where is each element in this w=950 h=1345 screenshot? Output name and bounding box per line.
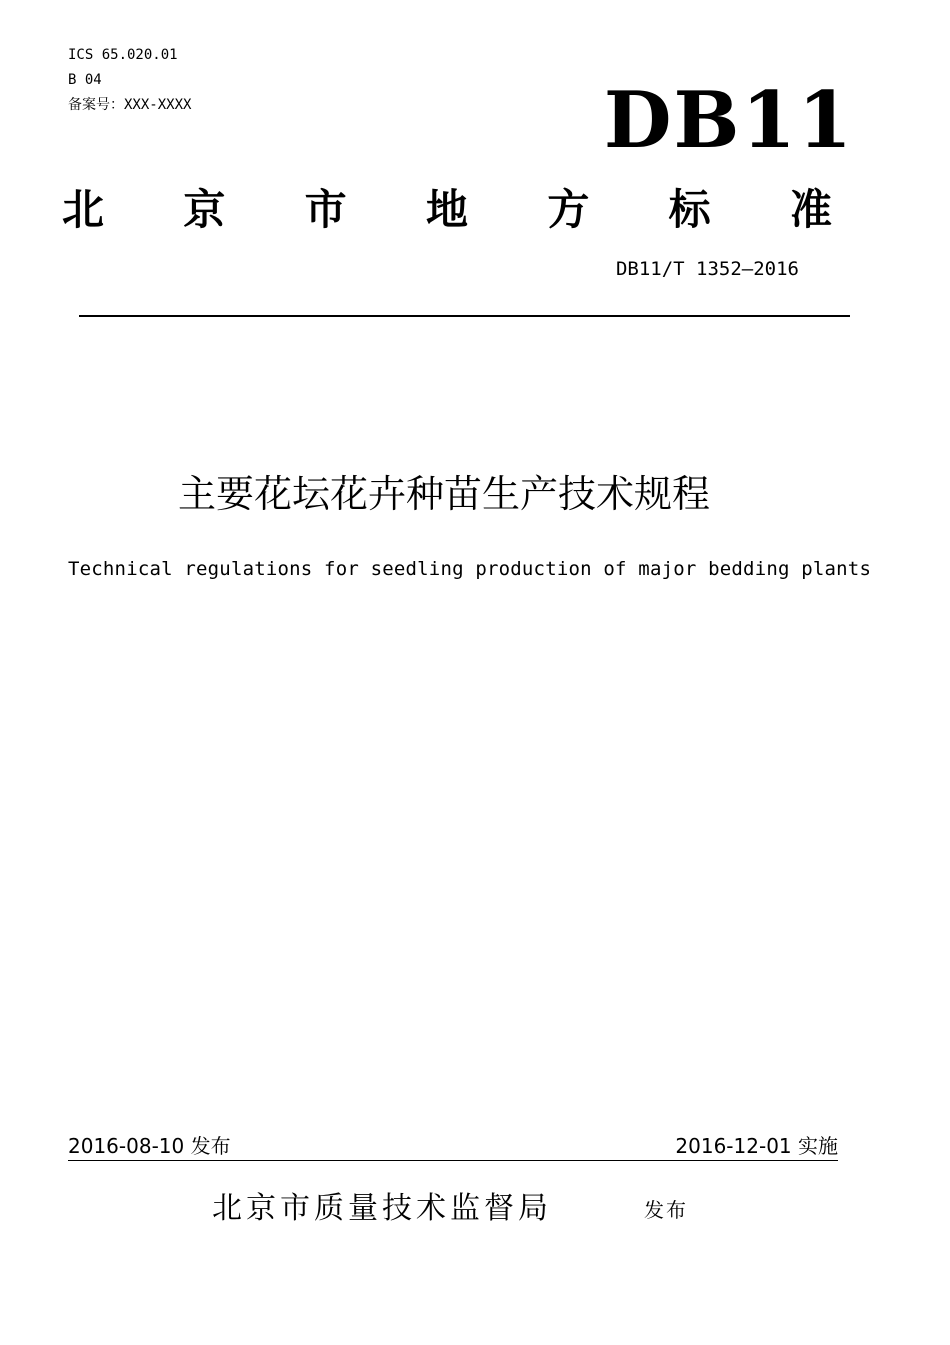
standard-number: DB11/T 1352—2016	[615, 258, 799, 280]
standard-type-char: 市	[304, 185, 347, 234]
issuing-authority: 北京市质量技术监督局	[212, 1191, 552, 1226]
publish-label: 发布	[644, 1198, 688, 1222]
bottom-divider	[68, 1160, 838, 1161]
classification-code: B 04	[68, 72, 102, 88]
standard-type-char: 北	[62, 185, 105, 234]
top-divider	[79, 315, 850, 317]
ics-code: ICS 65.020.01	[68, 47, 178, 63]
standard-type-char: 京	[183, 185, 226, 234]
chinese-title: 主要花坛花卉种苗生产技术规程	[177, 472, 710, 516]
effective-date: 2016-12-01 实施	[675, 1134, 838, 1158]
filing-number: 备案号：XXX-XXXX	[68, 97, 192, 113]
standard-type-heading	[62, 184, 832, 236]
standard-type-char: 标	[668, 185, 711, 234]
standard-type-char: 方	[547, 185, 590, 234]
db11-logo: DB11	[603, 75, 854, 166]
standard-type-char: 地	[425, 185, 468, 234]
english-title: Technical regulations for seedling production of major bedding plants	[68, 558, 872, 580]
standard-type-char: 准	[789, 185, 832, 234]
issue-date: 2016-08-10 发布	[68, 1134, 231, 1158]
